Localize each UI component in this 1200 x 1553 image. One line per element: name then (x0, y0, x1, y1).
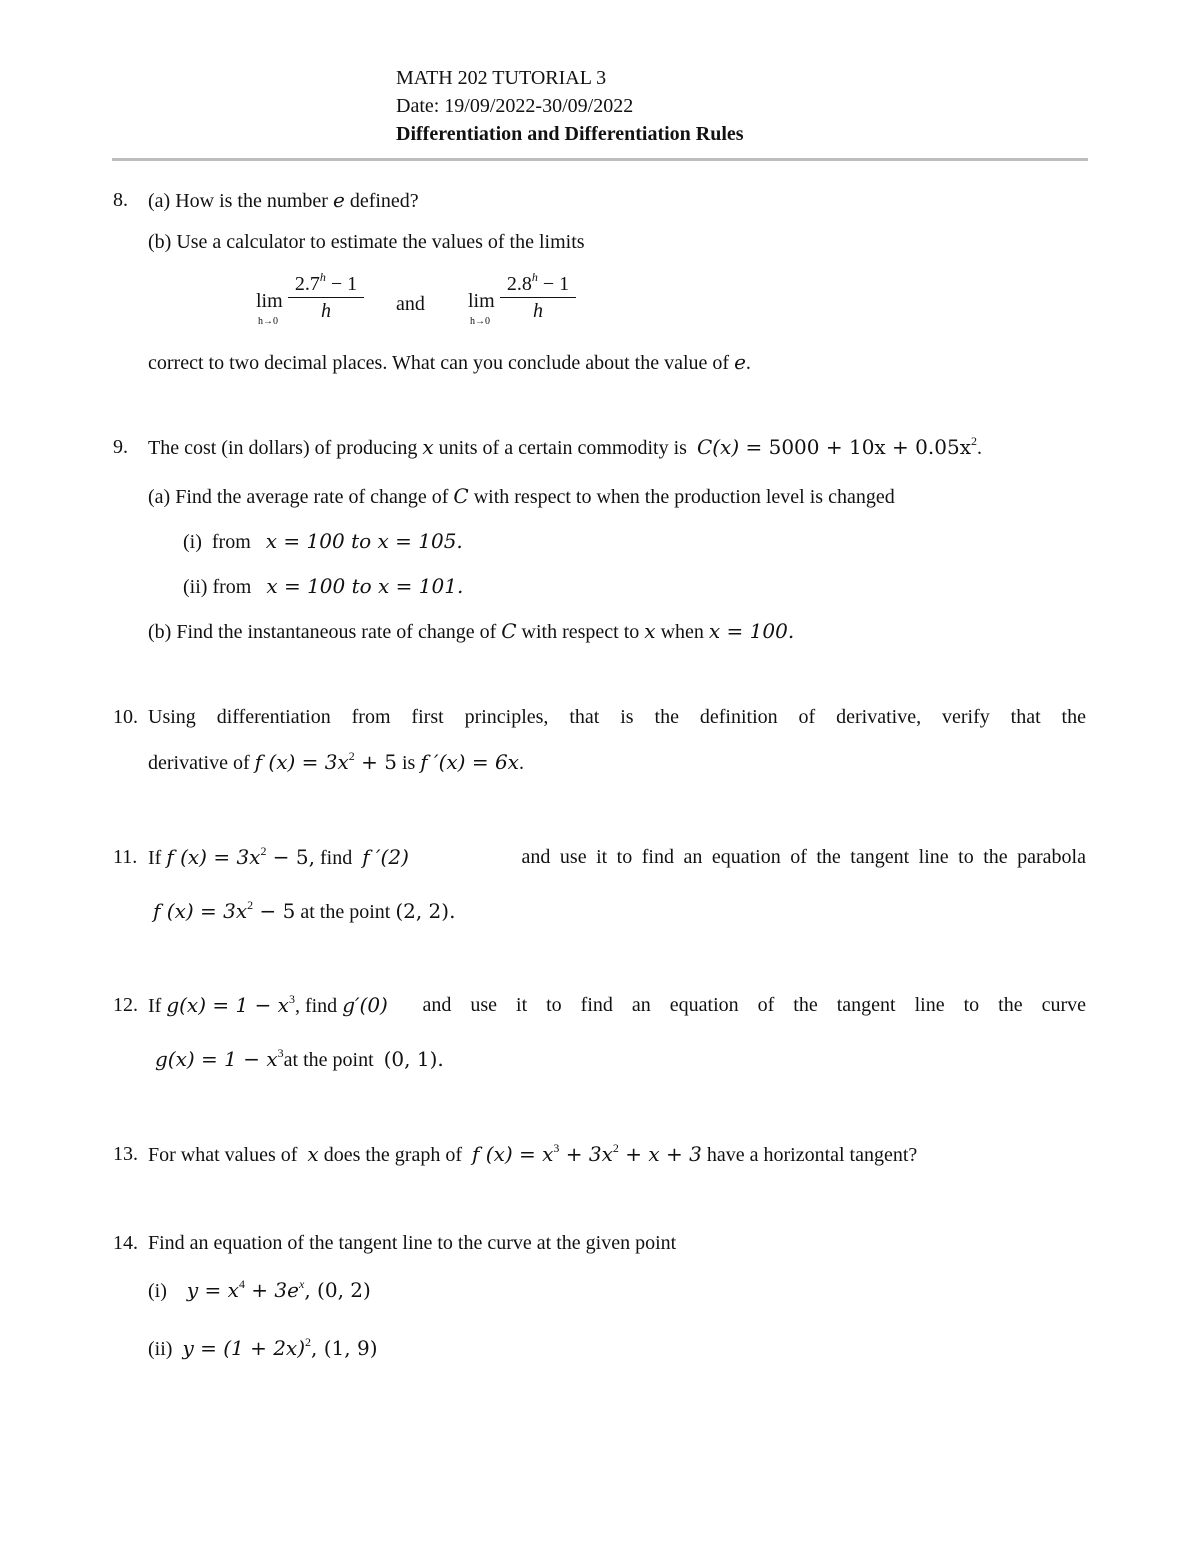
q10-number: 10. (113, 706, 138, 728)
q11-line-2: f $(x) = 3x^2 - 5$ at the point (2, 2). (153, 898, 456, 923)
q9-statement: The cost (in dollars) of producing x units of a certain commodity is $C(x) = 5000 + 10x + 0.05x^2$. (148, 434, 982, 459)
header-divider (112, 158, 1088, 161)
q8-conclusion: correct to two decimal places. What can you conclude about the value of e. (148, 350, 751, 374)
q8-part-b: (b) Use a calculator to estimate the values of the limits (148, 231, 585, 253)
document-page: MATH 202 TUTORIAL 3 Date: 19/09/2022-30/09/2022 Differentiation and Differentiation Rules 8. (a) How is the number e defined? (b) Use a calculator to estimate the values of the limits lim h→0 2.7$^h$ − 1 h and lim h→0 2.8$^h$ − 1 h correct to two decimal places. What can you conclude about the value of e. 9. The cost (in dollars) of producing x units of a certain commodity is $C(x) = 5000 + 10x + 0.05x^2$. (a) Find the average rate of change of C with respect to when the production level is changed (i) from x = 100 to x = 105. (ii) from x = 100 to x = 101. (b) Find the instantaneous rate of change of C with respect to x when x = 100. 10. Using differentiation from first principles, that is the definition of derivative, verify that the derivative of f $(x) = 3x^2 + 5$ is f ′(x) = 6x. 11. If f $(x) = 3x^2 - 5$, find f ′(2) and use it to find an equation of the tangent line to the parabola f $(x) = 3x^2 - 5$ at the point (2, 2). 12. If $g(x) = 1 - x^3$, find g′(0) and use it to find an equation of the tangent line to the curve $g(x) = 1 - x^3at$ the point (0, 1). 13. For what values of x does the graph of f $(x) = x^3 + 3x^2 + x + 3$ have a horizontal tangent? 14. Find an equation of the tangent line to the curve at the given point (i) $y = x^4 + 3e^x$, (0, 2) (ii) $y = (1 + 2x)^2$, (1, 9) (0, 0, 1200, 1553)
q12-line-1: If $g(x) = 1 - x^3$, find g′(0) and use it to find an equation of the tangent line to the curve (148, 992, 1086, 1017)
q10-line-1: Using differentiation from first principles, that is the definition of derivative, verify that the (148, 706, 1086, 728)
q13-statement: For what values of x does the graph of f $(x) = x^3 + 3x^2 + x + 3$ have a horizontal tangent? (148, 1141, 918, 1166)
limit-fraction-1: 2.7$^h$ − 1 h (288, 272, 364, 323)
topic-title: Differentiation and Differentiation Rules (396, 123, 744, 145)
q11-number: 11. (113, 846, 138, 868)
q12-number: 12. (113, 994, 138, 1016)
q14-statement: Find an equation of the tangent line to the curve at the given point (148, 1232, 677, 1254)
q12-line-2: $g(x) = 1 - x^3at$ the point (0, 1). (155, 1046, 444, 1071)
q14-number: 14. (113, 1232, 138, 1254)
q14-part-i: (i) $y = x^4 + 3e^x$, (0, 2) (148, 1277, 371, 1302)
limit-fraction-2: 2.8$^h$ − 1 h (500, 272, 576, 323)
date-line: Date: 19/09/2022-30/09/2022 (396, 95, 634, 117)
q9-part-a: (a) Find the average rate of change of C with respect to when the production level is changed (148, 484, 895, 508)
q11-line-1: If f $(x) = 3x^2 - 5$, find f ′(2) and use it to find an equation of the tangent line to the parabola (148, 844, 1086, 869)
and-word: and (396, 293, 425, 315)
q14-part-ii: (ii) $y = (1 + 2x)^2$, (1, 9) (148, 1335, 378, 1360)
q8-number: 8. (113, 189, 128, 211)
q8-part-a: (a) How is the number e defined? (148, 188, 419, 212)
q9-number: 9. (113, 436, 128, 458)
q9-part-b: (b) Find the instantaneous rate of change of C with respect to x when x = 100. (148, 619, 795, 643)
q10-line-2: derivative of f $(x) = 3x^2 + 5$ is f ′(x) = 6x. (148, 749, 524, 774)
q9-part-a-i: (i) from x = 100 to x = 105. (183, 529, 463, 553)
course-title: MATH 202 TUTORIAL 3 (396, 67, 607, 89)
q9-part-a-ii: (ii) from x = 100 to x = 101. (183, 574, 464, 598)
document-header (396, 64, 744, 148)
q13-number: 13. (113, 1143, 138, 1165)
